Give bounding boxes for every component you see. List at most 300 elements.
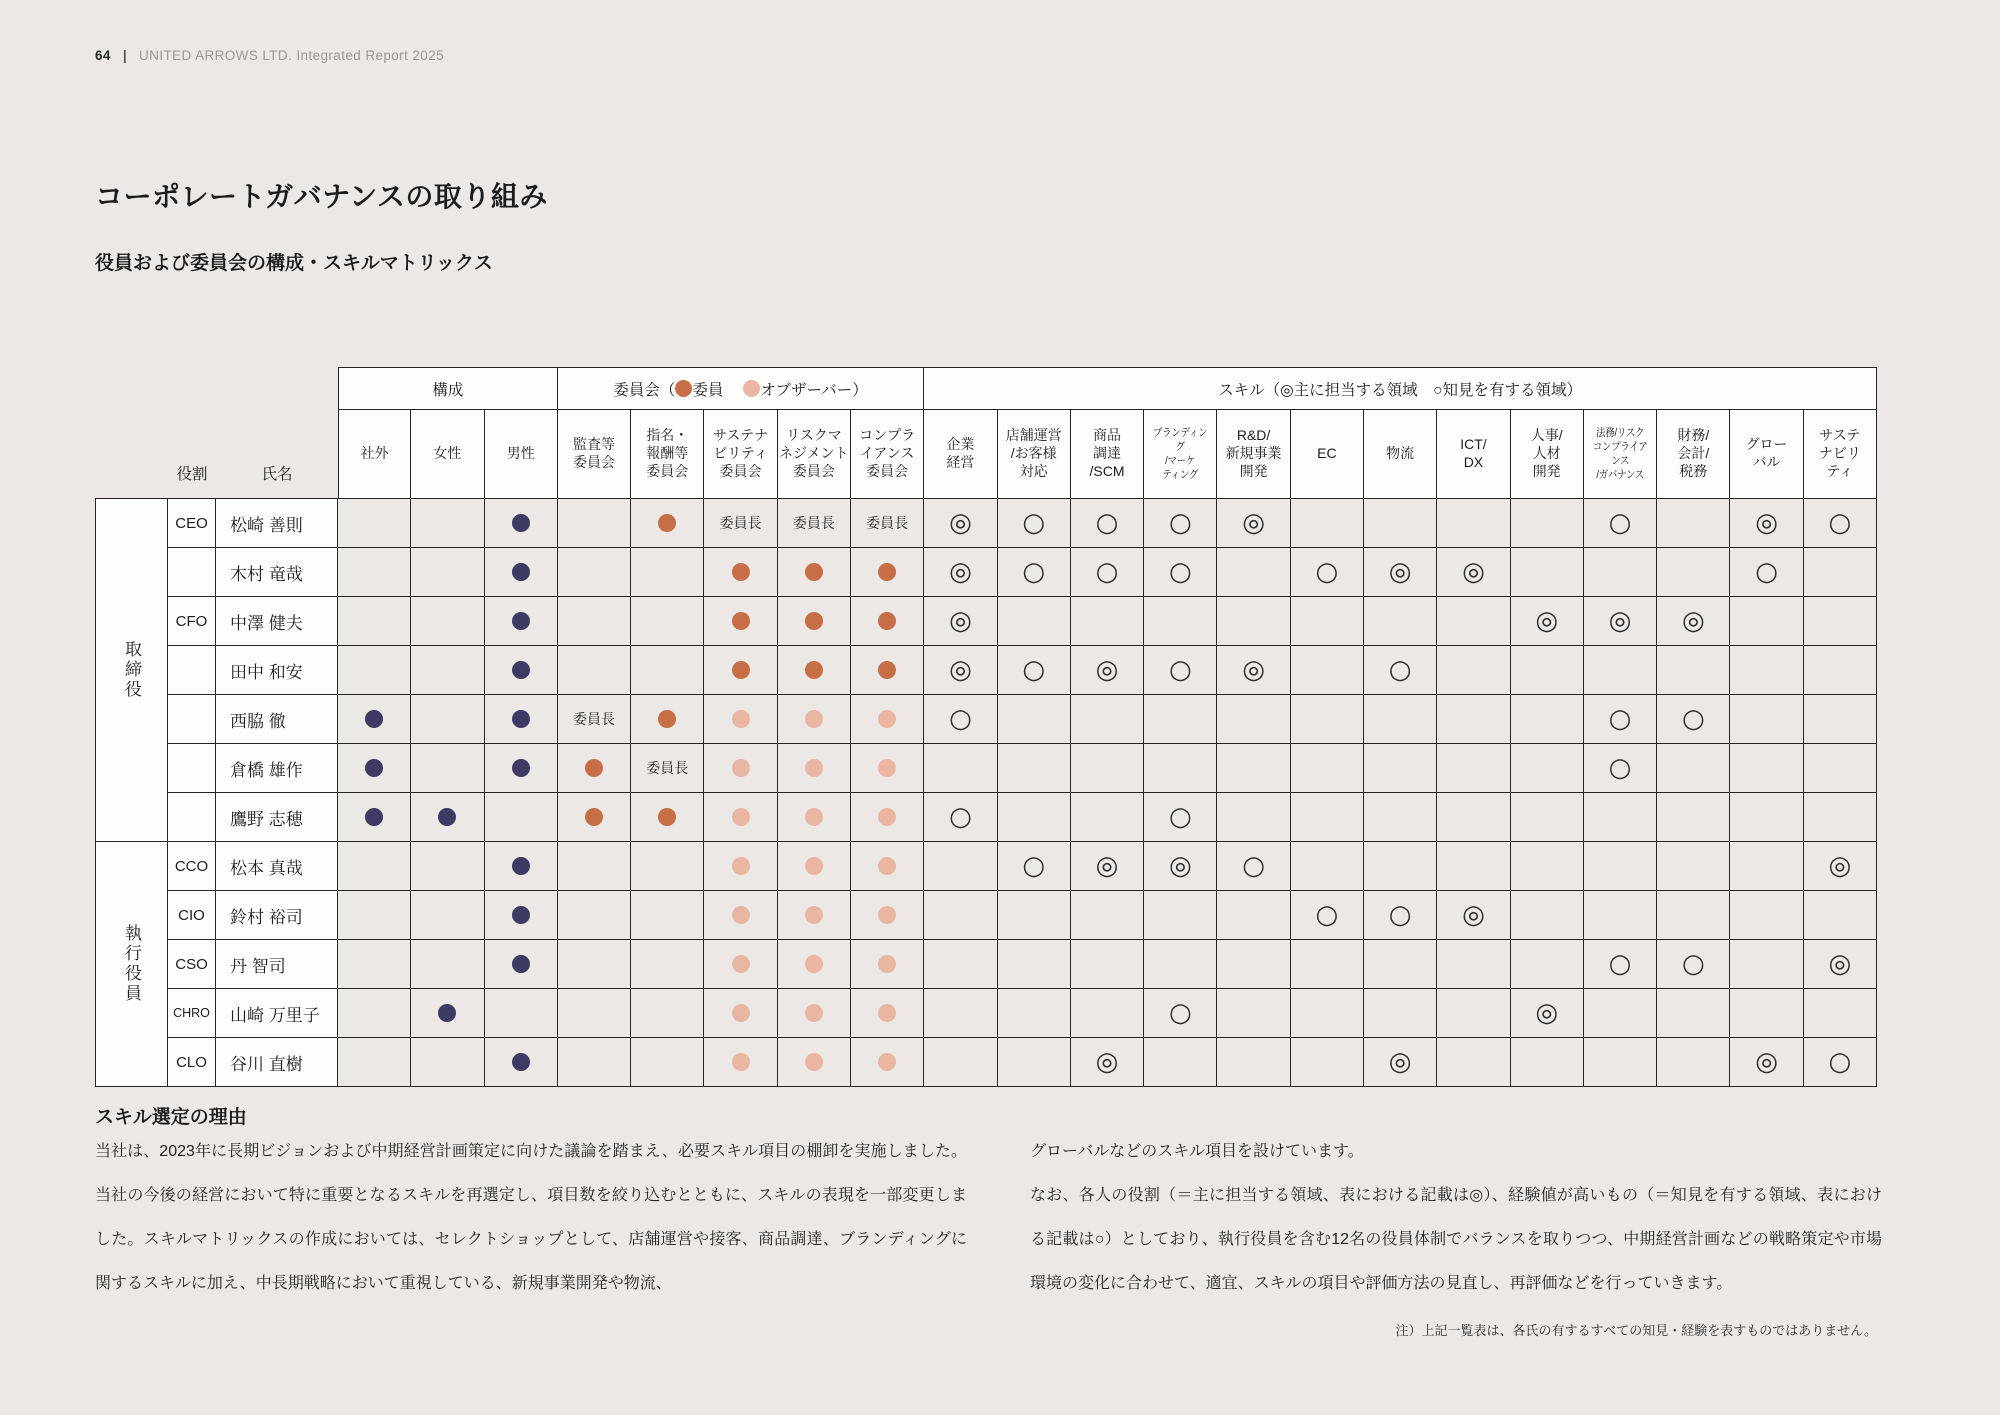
- skill-cell: [1584, 989, 1657, 1038]
- skill-cell: [1291, 891, 1364, 940]
- composition-cell: [338, 793, 411, 842]
- skill-cell: [1217, 548, 1290, 597]
- skill-cell: [1657, 793, 1730, 842]
- primary-domain-mark: ◎: [1535, 998, 1559, 1028]
- skill-cell: [1071, 597, 1144, 646]
- skill-cell: [1144, 744, 1217, 793]
- column-header-label: 女性: [433, 445, 462, 462]
- skill-cell: [1730, 793, 1803, 842]
- member-dot: [878, 612, 896, 630]
- skill-cell: [1437, 989, 1510, 1038]
- skill-cell: [1730, 597, 1803, 646]
- knowledge-domain-mark: ○: [1755, 557, 1778, 587]
- skill-cell: [1511, 597, 1584, 646]
- observer-dot: [732, 710, 750, 728]
- knowledge-domain-mark: ○: [1168, 655, 1192, 685]
- composition-cell: [411, 597, 484, 646]
- composition-cell: [485, 1038, 558, 1087]
- knowledge-domain-mark: ○: [1608, 949, 1632, 979]
- skill-cell: [1437, 499, 1510, 548]
- observer-dot: [805, 857, 823, 875]
- knowledge-domain-mark: ○: [1315, 900, 1339, 930]
- committee-cell: [704, 695, 777, 744]
- composition-cell: [338, 891, 411, 940]
- composition-cell: [338, 597, 411, 646]
- skill-cell: [1730, 1038, 1803, 1087]
- column-header-label: グロー バル: [1745, 436, 1788, 470]
- name-cell: 谷川 直樹: [216, 1038, 338, 1087]
- skill-cell: [998, 597, 1071, 646]
- skill-cell: [1364, 646, 1437, 695]
- member-dot: [878, 661, 896, 679]
- skill-cell: [1364, 695, 1437, 744]
- skill-cell: [1804, 793, 1877, 842]
- composition-cell: [338, 989, 411, 1038]
- skill-cell: [1511, 793, 1584, 842]
- skill-cell: [1437, 940, 1510, 989]
- footer-paragraph-right-2: なお、各人の役割（＝主に担当する領域、表における記載は◎）、経験値が高いもの（＝知見を有する領域、表における記載は○）としており、執行役員を含む12名の役員体制でバランスを取りつつ、中期経営計画などの戦略策定や市場環境の変化に合わせて、適宜、スキルの項目や評価方法の見直し、再評価などを行っていきます。: [1030, 1187, 1882, 1292]
- primary-domain-mark: ◎: [1388, 1047, 1412, 1077]
- skill-cell: [924, 891, 997, 940]
- role-cell: CCO: [168, 842, 216, 891]
- column-header: [1364, 410, 1437, 499]
- composition-cell: [485, 744, 558, 793]
- skill-cell: [924, 989, 997, 1038]
- chair-label: 委員長: [572, 711, 615, 727]
- skill-cell: [1071, 891, 1144, 940]
- skill-cell: [924, 744, 997, 793]
- primary-domain-mark: ◎: [949, 557, 972, 587]
- knowledge-domain-mark: ○: [1608, 508, 1632, 538]
- role-cell: [168, 793, 216, 842]
- composition-cell: [338, 695, 411, 744]
- knowledge-domain-mark: ○: [1168, 508, 1192, 538]
- member-dot: [732, 661, 750, 679]
- observer-legend-dot: [743, 380, 760, 397]
- knowledge-domain-mark: ○: [1608, 753, 1632, 783]
- observer-dot: [805, 759, 823, 777]
- committee-cell: [851, 744, 924, 793]
- committee-cell: [704, 989, 777, 1038]
- observer-dot: [805, 808, 823, 826]
- skill-cell: [998, 940, 1071, 989]
- matrix-corner: [95, 367, 338, 499]
- composition-cell: [338, 744, 411, 793]
- composition-cell: [338, 499, 411, 548]
- observer-dot: [805, 1004, 823, 1022]
- committee-cell: [778, 842, 851, 891]
- skill-cell: [1804, 891, 1877, 940]
- skill-cell: [1437, 1038, 1510, 1087]
- composition-cell: [485, 499, 558, 548]
- skill-cell: [1584, 597, 1657, 646]
- committee-cell: [704, 793, 777, 842]
- skill-cell: [1437, 891, 1510, 940]
- committee-cell: [558, 499, 631, 548]
- skill-cell: [1364, 793, 1437, 842]
- skill-matrix-table: [95, 367, 1877, 1087]
- observer-dot: [878, 1004, 896, 1022]
- skill-cell: [1804, 646, 1877, 695]
- observer-dot: [732, 955, 750, 973]
- column-header: [1657, 410, 1730, 499]
- composition-cell: [485, 548, 558, 597]
- skill-cell: [1364, 548, 1437, 597]
- skill-cell: [1217, 744, 1290, 793]
- skill-cell: [1584, 891, 1657, 940]
- committee-cell: [851, 597, 924, 646]
- skill-cell: [998, 744, 1071, 793]
- skill-cell: [1437, 744, 1510, 793]
- member-dot: [805, 661, 823, 679]
- committee-cell: [631, 695, 704, 744]
- member-dot: [658, 808, 676, 826]
- composition-dot: [512, 857, 530, 875]
- skill-cell: [1291, 989, 1364, 1038]
- skill-cell: [1144, 793, 1217, 842]
- committee-cell: [631, 940, 704, 989]
- observer-dot: [732, 906, 750, 924]
- skill-cell: [1291, 842, 1364, 891]
- column-header: [1804, 410, 1877, 499]
- member-dot: [658, 710, 676, 728]
- composition-dot: [512, 612, 530, 630]
- composition-cell: [411, 842, 484, 891]
- observer-dot: [878, 1053, 896, 1071]
- committee-cell: [851, 695, 924, 744]
- composition-cell: [485, 989, 558, 1038]
- skill-cell: [1584, 499, 1657, 548]
- skill-cell: [1657, 646, 1730, 695]
- composition-dot: [512, 955, 530, 973]
- composition-dot: [512, 710, 530, 728]
- primary-domain-mark: ◎: [1168, 851, 1192, 881]
- skill-cell: [1730, 940, 1803, 989]
- skill-cell: [1657, 548, 1730, 597]
- skill-cell: [1364, 891, 1437, 940]
- skill-cell: [1217, 1038, 1290, 1087]
- member-dot: [878, 563, 896, 581]
- member-dot: [805, 563, 823, 581]
- column-header: [631, 410, 704, 499]
- skill-cell: [1511, 842, 1584, 891]
- composition-cell: [411, 695, 484, 744]
- composition-dot: [512, 563, 530, 581]
- column-header-label: 監査等 委員会: [572, 436, 615, 470]
- name-column-header: 氏名: [261, 466, 293, 483]
- section-title: コーポレートガバナンスの取り組み: [95, 181, 548, 212]
- observer-dot: [805, 906, 823, 924]
- chair-label: 委員長: [719, 515, 762, 531]
- knowledge-domain-mark: ○: [1022, 851, 1046, 881]
- committee-cell: [631, 548, 704, 597]
- skill-cell: [1364, 1038, 1437, 1087]
- observer-dot: [805, 1053, 823, 1071]
- column-header-label: サステ ナビリ ティ: [1818, 427, 1861, 479]
- skill-cell: [1071, 646, 1144, 695]
- skill-cell: [1364, 597, 1437, 646]
- footer-paragraph-right-1: グローバルなどのスキル項目を設けています。: [1030, 1143, 1364, 1160]
- composition-cell: [411, 891, 484, 940]
- primary-domain-mark: ◎: [1242, 655, 1265, 685]
- composition-cell: [411, 744, 484, 793]
- skill-cell: [1291, 499, 1364, 548]
- committee-cell: [631, 842, 704, 891]
- committee-cell: [558, 940, 631, 989]
- primary-domain-mark: ◎: [1388, 557, 1412, 587]
- skill-cell: [1657, 940, 1730, 989]
- skill-cell: [1730, 499, 1803, 548]
- observer-dot: [732, 759, 750, 777]
- role-cell: CSO: [168, 940, 216, 989]
- committee-cell: [704, 548, 777, 597]
- knowledge-domain-mark: ○: [1315, 557, 1339, 587]
- committee-cell: [778, 597, 851, 646]
- committee-cell: [558, 793, 631, 842]
- committee-cell: [558, 744, 631, 793]
- skill-cell: [1071, 940, 1144, 989]
- primary-domain-mark: ◎: [1608, 606, 1632, 636]
- committee-cell: [631, 597, 704, 646]
- column-header-label: 店舗運営 /お客様 対応: [1005, 427, 1062, 479]
- skill-cell: [1657, 744, 1730, 793]
- column-header: [558, 410, 631, 499]
- composition-cell: [411, 940, 484, 989]
- knowledge-domain-mark: ○: [1022, 557, 1046, 587]
- skill-cell: [1584, 842, 1657, 891]
- committee-cell: [558, 842, 631, 891]
- skill-cell: [998, 646, 1071, 695]
- member-legend-dot: [675, 380, 692, 397]
- knowledge-domain-mark: ○: [1168, 557, 1192, 587]
- committee-cell: [778, 744, 851, 793]
- skill-cell: [924, 597, 997, 646]
- column-header: [1144, 410, 1217, 499]
- composition-cell: [485, 597, 558, 646]
- column-header-label: 人事/ 人材 開発: [1530, 427, 1563, 479]
- footer-paragraph-right: [1030, 1130, 1882, 1306]
- committee-cell: [558, 597, 631, 646]
- column-header: [338, 410, 411, 499]
- skill-cell: [1437, 695, 1510, 744]
- skill-cell: [1730, 744, 1803, 793]
- role-cell: [168, 695, 216, 744]
- skill-cell: [1804, 499, 1877, 548]
- member-dot: [805, 612, 823, 630]
- page-header: [95, 48, 444, 63]
- committee-cell: [558, 1038, 631, 1087]
- skill-cell: [1144, 695, 1217, 744]
- skill-cell: [1217, 940, 1290, 989]
- skill-cell: [1291, 597, 1364, 646]
- skill-cell: [924, 842, 997, 891]
- skill-cell: [1584, 646, 1657, 695]
- footer-note: 注）上記一覧表は、各氏の有するすべての知見・経験を表すものではありません。: [1395, 1323, 1877, 1338]
- skill-cell: [1071, 842, 1144, 891]
- name-cell: 倉橋 雄作: [216, 744, 338, 793]
- column-header: [411, 410, 484, 499]
- skill-cell: [998, 793, 1071, 842]
- column-header: [1584, 410, 1657, 499]
- committee-cell: [631, 646, 704, 695]
- name-cell: 鈴村 裕司: [216, 891, 338, 940]
- knowledge-domain-mark: ○: [1095, 508, 1119, 538]
- knowledge-domain-mark: ○: [1828, 1047, 1852, 1077]
- skill-cell: [1144, 891, 1217, 940]
- skill-cell: [1804, 842, 1877, 891]
- skill-cell: [1217, 793, 1290, 842]
- skill-cell: [1217, 891, 1290, 940]
- primary-domain-mark: ◎: [1242, 508, 1265, 538]
- skill-cell: [1071, 499, 1144, 548]
- observer-dot: [878, 955, 896, 973]
- name-cell: 丹 智司: [216, 940, 338, 989]
- knowledge-domain-mark: ○: [1168, 802, 1192, 832]
- composition-cell: [485, 793, 558, 842]
- committee-cell: [778, 695, 851, 744]
- knowledge-domain-mark: ○: [1242, 851, 1265, 881]
- skill-cell: [1804, 989, 1877, 1038]
- member-dot: [585, 759, 603, 777]
- committee-cell: [851, 1038, 924, 1087]
- composition-dot: [365, 710, 383, 728]
- skill-cell: [1804, 597, 1877, 646]
- committee-cell: [778, 1038, 851, 1087]
- skill-cell: [1217, 597, 1290, 646]
- skill-cell: [1511, 1038, 1584, 1087]
- skill-cell: [1511, 548, 1584, 597]
- skill-cell: [924, 1038, 997, 1087]
- composition-cell: [485, 646, 558, 695]
- name-cell: 田中 和安: [216, 646, 338, 695]
- skill-cell: [1437, 548, 1510, 597]
- knowledge-domain-mark: ○: [1095, 557, 1119, 587]
- chair-label: 委員長: [866, 515, 909, 531]
- column-header: [1511, 410, 1584, 499]
- role-cell: [168, 646, 216, 695]
- composition-dot: [512, 661, 530, 679]
- column-header-label: 財務/ 会計/ 税務: [1677, 427, 1710, 479]
- committee-cell: [778, 499, 851, 548]
- committee-cell: [851, 989, 924, 1038]
- committee-cell: [778, 646, 851, 695]
- skill-cell: [1511, 940, 1584, 989]
- primary-domain-mark: ◎: [949, 655, 972, 685]
- composition-cell: [485, 695, 558, 744]
- column-header: [704, 410, 777, 499]
- skill-cell: [1584, 1038, 1657, 1087]
- composition-cell: [338, 940, 411, 989]
- primary-domain-mark: ◎: [1755, 1047, 1778, 1077]
- footer-heading: スキル選定の理由: [95, 1107, 247, 1128]
- skill-cell: [1657, 989, 1730, 1038]
- knowledge-domain-mark: ○: [1388, 655, 1412, 685]
- primary-domain-mark: ◎: [949, 508, 972, 538]
- column-header: [1217, 410, 1290, 499]
- skill-cell: [1217, 695, 1290, 744]
- committee-cell: [704, 1038, 777, 1087]
- skill-cell: [1144, 548, 1217, 597]
- skill-cell: [998, 695, 1071, 744]
- skill-cell: [1584, 548, 1657, 597]
- primary-domain-mark: ◎: [1828, 851, 1852, 881]
- skill-cell: [1437, 842, 1510, 891]
- skill-cell: [1437, 646, 1510, 695]
- skill-cell: [1144, 597, 1217, 646]
- composition-cell: [411, 1038, 484, 1087]
- skill-cell: [1364, 499, 1437, 548]
- composition-cell: [411, 646, 484, 695]
- skill-cell: [1584, 940, 1657, 989]
- composition-cell: [338, 646, 411, 695]
- column-header-label: 商品 調達 /SCM: [1089, 427, 1125, 479]
- skill-cell: [1291, 548, 1364, 597]
- skill-cell: [1071, 989, 1144, 1038]
- composition-dot: [438, 1004, 456, 1022]
- knowledge-domain-mark: ○: [949, 704, 972, 734]
- observer-dot: [878, 710, 896, 728]
- skill-cell: [1217, 646, 1290, 695]
- name-cell: 木村 竜哉: [216, 548, 338, 597]
- chair-label: 委員長: [646, 760, 689, 776]
- skill-cell: [924, 499, 997, 548]
- skill-cell: [924, 548, 997, 597]
- skill-cell: [1804, 1038, 1877, 1087]
- observer-dot: [878, 906, 896, 924]
- composition-cell: [485, 940, 558, 989]
- skill-cell: [1730, 548, 1803, 597]
- role-cell: CLO: [168, 1038, 216, 1087]
- officer-group-cell: [95, 842, 168, 1087]
- knowledge-domain-mark: ○: [1681, 949, 1705, 979]
- committee-cell: [631, 744, 704, 793]
- skill-cell: [1511, 646, 1584, 695]
- skill-cell: [1364, 940, 1437, 989]
- column-header-label: 企業 経営: [946, 436, 975, 470]
- skill-cell: [998, 548, 1071, 597]
- primary-domain-mark: ◎: [1755, 508, 1778, 538]
- skill-cell: [1144, 940, 1217, 989]
- committee-cell: [778, 989, 851, 1038]
- composition-cell: [485, 842, 558, 891]
- column-header-label: 法務/リスク コンプライアンス /ガバナンス: [1592, 426, 1648, 482]
- observer-dot: [878, 759, 896, 777]
- committee-cell: [558, 695, 631, 744]
- committee-legend-prefix: 委員会（: [613, 381, 676, 399]
- committee-cell: [631, 1038, 704, 1087]
- skill-cell: [1657, 597, 1730, 646]
- primary-domain-mark: ◎: [1462, 900, 1485, 930]
- role-cell: [168, 548, 216, 597]
- role-cell: CFO: [168, 597, 216, 646]
- skill-cell: [1071, 548, 1144, 597]
- knowledge-domain-mark: ○: [1388, 900, 1412, 930]
- committee-cell: [778, 940, 851, 989]
- role-column-header: 役割: [176, 466, 208, 483]
- composition-dot: [512, 1053, 530, 1071]
- knowledge-domain-mark: ○: [1681, 704, 1705, 734]
- role-cell: CEO: [168, 499, 216, 548]
- member-dot: [732, 612, 750, 630]
- skill-cell: [924, 695, 997, 744]
- skill-cell: [1144, 646, 1217, 695]
- committee-cell: [558, 646, 631, 695]
- committee-cell: [851, 891, 924, 940]
- skill-cell: [1657, 891, 1730, 940]
- committee-cell: [778, 891, 851, 940]
- committee-cell: [704, 646, 777, 695]
- skill-cell: [1437, 597, 1510, 646]
